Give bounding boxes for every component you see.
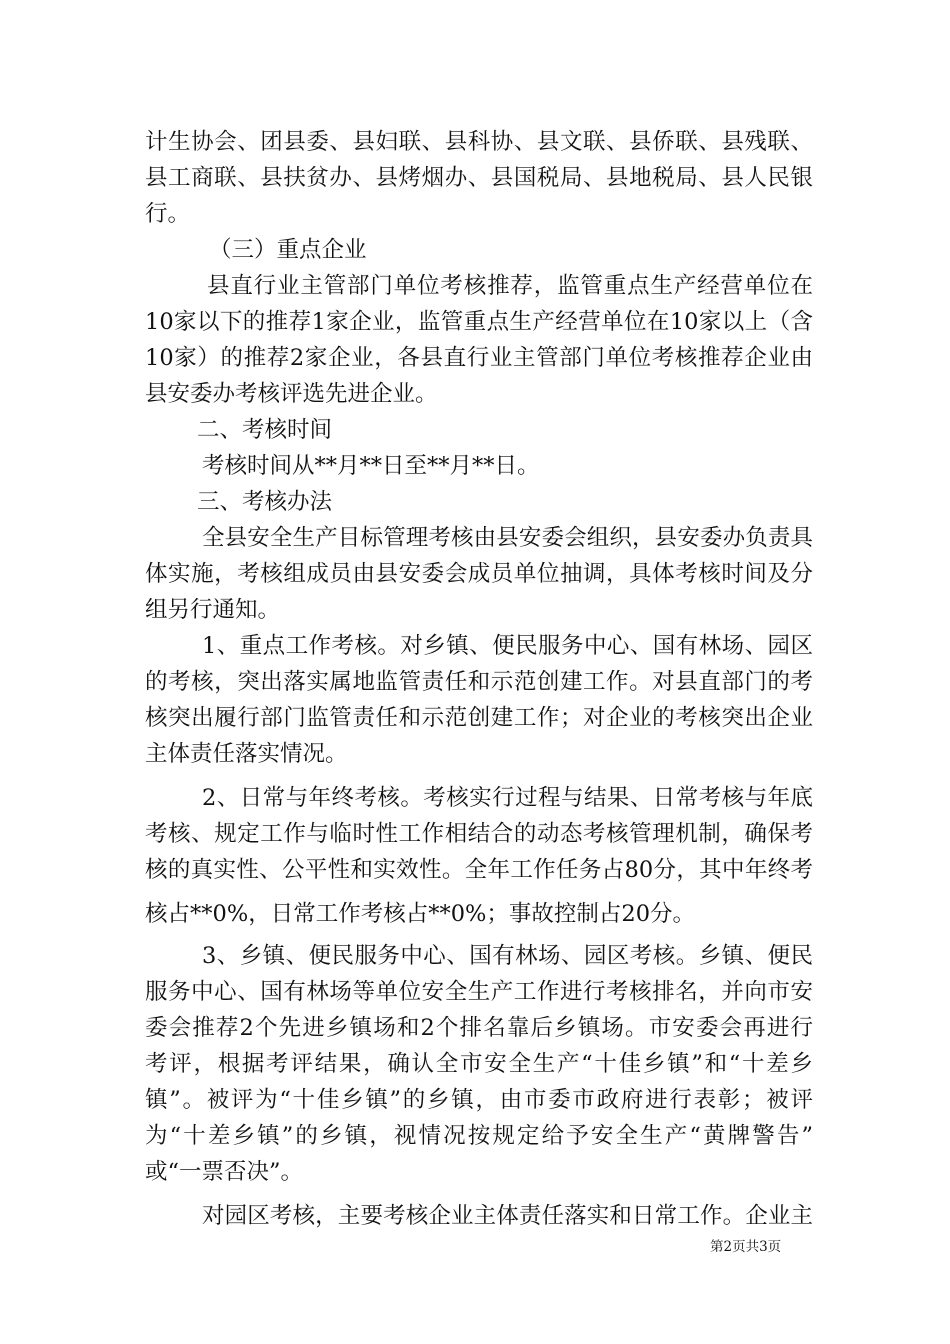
text-line: 考核、规定工作与临时性工作相结合的动态考核管理机制，确保考 — [145, 821, 813, 847]
text-line: 核的真实性、公平性和实效性。全年工作任务占80分，其中年终考 — [145, 857, 813, 883]
text-line: 1、重点工作考核。对乡镇、便民服务中心、国有林场、园区 — [202, 633, 813, 659]
text-line: 对园区考核，主要考核企业主体责任落实和日常工作。企业主 — [202, 1203, 813, 1229]
text-line: 委会推荐2个先进乡镇场和2个排名靠后乡镇场。市安委会再进行 — [145, 1015, 813, 1041]
text-line: 服务中心、国有林场等单位安全生产工作进行考核排名，并向市安 — [145, 979, 813, 1005]
text-line: 主体责任落实情况。 — [145, 741, 348, 767]
text-line: 全县安全生产目标管理考核由县安委会组织，县安委办负责具 — [202, 525, 813, 551]
text-line: 考核时间从**月**日至**月**日。 — [202, 453, 540, 479]
text-line: 计生协会、团县委、县妇联、县科协、县文联、县侨联、县残联、 — [145, 129, 813, 155]
section-heading: （三）重点企业 — [209, 237, 367, 263]
text-line: 的考核，突出落实属地监管责任和示范创建工作。对县直部门的考 — [145, 669, 813, 695]
text-line: 行。 — [145, 201, 191, 227]
text-line: 组另行通知。 — [145, 597, 281, 623]
text-line: 体实施，考核组成员由县安委会成员单位抽调，具体考核时间及分 — [145, 561, 813, 587]
page-number: 第2页共3页 — [710, 1239, 782, 1255]
text-line: 为“十差乡镇”的乡镇，视情况按规定给予安全生产“黄牌警告” — [145, 1123, 813, 1149]
text-line: 县安委办考核评选先进企业。 — [145, 381, 438, 407]
section-heading: 三、考核办法 — [197, 489, 333, 515]
text-line: 县直行业主管部门单位考核推荐，监管重点生产经营单位在 — [207, 273, 813, 299]
section-heading: 二、考核时间 — [197, 417, 333, 443]
text-line: 镇”。被评为“十佳乡镇”的乡镇，由市委市政府进行表彰；被评 — [145, 1087, 813, 1113]
text-line: 10家）的推荐2家企业，各县直行业主管部门单位考核推荐企业由 — [145, 345, 813, 371]
text-line: 核突出履行部门监管责任和示范创建工作；对企业的考核突出企业 — [145, 705, 813, 731]
text-line: 10家以下的推荐1家企业，监管重点生产经营单位在10家以上（含 — [145, 309, 813, 335]
text-line: 考评，根据考评结果，确认全市安全生产“十佳乡镇”和“十差乡 — [145, 1051, 813, 1077]
text-line: 核占**0%，日常工作考核占**0%；事故控制占20分。 — [145, 901, 696, 927]
text-line: 或“一票否决”。 — [145, 1159, 304, 1185]
text-line: 2、日常与年终考核。考核实行过程与结果、日常考核与年底 — [202, 785, 813, 811]
text-line: 3、乡镇、便民服务中心、国有林场、园区考核。乡镇、便民 — [202, 943, 813, 969]
text-line: 县工商联、县扶贫办、县烤烟办、县国税局、县地税局、县人民银 — [145, 165, 813, 191]
